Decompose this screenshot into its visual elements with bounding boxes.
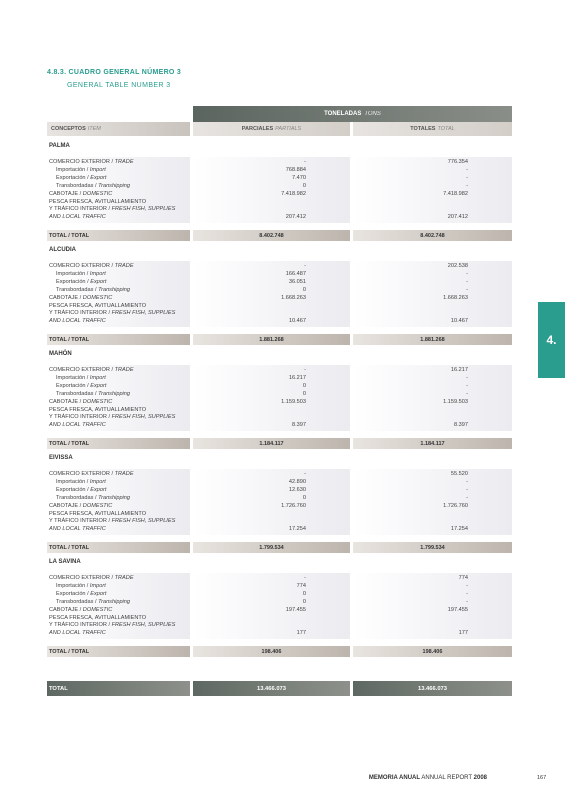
row-label-part: Import xyxy=(89,166,106,173)
port-name: EIVISSA xyxy=(49,455,73,461)
value-cell xyxy=(353,518,468,526)
row-label-part: COMERCIO EXTERIOR / xyxy=(49,263,114,269)
total-label: TOTAL / TOTAL xyxy=(47,542,190,553)
section-heading: 4.8.3. CUADRO GENERAL NÚMERO 3 xyxy=(47,69,182,76)
row-label-part: Y TRÁFICO INTERIOR / xyxy=(49,310,111,317)
row-label-part: CABOTAJE / xyxy=(49,398,82,405)
value-cell xyxy=(193,407,306,415)
total-partial: 198.406 xyxy=(193,646,350,657)
value-cell: 776.354 xyxy=(447,159,468,165)
row-label-part: Exportación / xyxy=(56,278,89,285)
column-header-concepts xyxy=(47,122,190,136)
value-cell xyxy=(193,511,306,519)
value-cell: 12.630 xyxy=(288,486,306,493)
value-cell: 197.455 xyxy=(447,606,468,613)
row-label-part: Importación / xyxy=(56,166,89,173)
total-values xyxy=(353,575,468,638)
row-label-part: CABOTAJE / xyxy=(49,502,82,509)
port-section xyxy=(47,143,512,243)
concepts-label-en: ITEM xyxy=(87,126,101,132)
value-cell: 55.520 xyxy=(450,471,468,477)
row-label-part: Transhipping xyxy=(98,390,131,397)
section-body xyxy=(47,573,512,639)
partial-values xyxy=(193,471,306,534)
row-label-part: Importación / xyxy=(56,478,89,485)
row-label xyxy=(49,607,175,615)
partials-label: PARCIALES xyxy=(241,126,274,132)
row-label-part: FRESH FISH, SUPPLIES xyxy=(111,206,176,213)
value-cell: - xyxy=(466,598,468,605)
row-label-part: Transhipping xyxy=(98,598,131,605)
row-label-part: Import xyxy=(89,582,106,589)
row-label xyxy=(49,287,175,295)
row-label-part: AND LOCAL TRAFFIC xyxy=(49,630,106,637)
value-cell: 1.159.503 xyxy=(443,398,468,405)
row-label-part: Y TRÁFICO INTERIOR / xyxy=(49,206,111,213)
row-label-part: PESCA FRESCA, AVITUALLAMIENTO xyxy=(49,406,147,413)
value-cell: 42.890 xyxy=(288,478,306,485)
section-body xyxy=(47,157,512,223)
value-cell: 0 xyxy=(302,286,306,293)
row-label xyxy=(49,383,175,391)
value-cell xyxy=(193,303,306,311)
grand-total-row xyxy=(47,681,512,696)
section-body xyxy=(47,365,512,431)
row-label-part: CABOTAJE / xyxy=(49,190,82,197)
value-cell xyxy=(353,414,468,422)
section-total-row xyxy=(47,230,512,241)
row-labels xyxy=(49,367,175,430)
column-header-totals xyxy=(353,122,512,136)
value-cell: - xyxy=(466,590,468,597)
row-label-part: COMERCIO EXTERIOR / xyxy=(49,159,114,165)
value-cell: 0 xyxy=(302,182,306,189)
grand-total-total: 13.466.073 xyxy=(353,681,512,696)
value-cell xyxy=(193,518,306,526)
row-label-part: AND LOCAL TRAFFIC xyxy=(49,214,106,221)
row-label-part: Transhipping xyxy=(98,286,131,293)
value-cell: 7.418.982 xyxy=(443,190,468,197)
row-label xyxy=(49,526,175,534)
row-label-part: Transhipping xyxy=(98,494,131,501)
row-label-part: Export xyxy=(90,590,107,597)
value-cell: 0 xyxy=(302,494,306,501)
port-name: LA SAVINA xyxy=(49,559,81,565)
row-label xyxy=(49,167,175,175)
value-cell: 1.726.760 xyxy=(443,502,468,509)
footer-bold: MEMORIA ANUAL xyxy=(368,775,421,781)
row-label xyxy=(49,599,175,607)
footer-year: 2008 xyxy=(473,775,487,781)
footer-normal: ANNUAL REPORT xyxy=(421,775,472,781)
value-cell: 16.217 xyxy=(288,374,306,381)
value-cell: 166.487 xyxy=(285,270,306,277)
value-cell: 0 xyxy=(302,382,306,389)
row-label-part: DOMESTIC xyxy=(82,502,113,509)
total-label: TOTAL / TOTAL xyxy=(47,438,190,449)
row-label xyxy=(49,310,175,318)
value-cell: - xyxy=(466,182,468,189)
row-label xyxy=(49,583,175,591)
partial-values xyxy=(193,263,306,326)
row-label xyxy=(49,214,175,222)
row-label xyxy=(49,375,175,383)
value-cell: 7.418.982 xyxy=(281,190,306,197)
row-label xyxy=(49,271,175,279)
value-cell: 768.884 xyxy=(285,166,306,173)
row-label-part: Y TRÁFICO INTERIOR / xyxy=(49,622,111,629)
row-label-part: Export xyxy=(90,382,107,389)
port-section xyxy=(47,247,512,347)
total-values xyxy=(353,367,468,430)
chapter-tab: 4. xyxy=(538,302,565,378)
value-cell: - xyxy=(304,367,306,373)
value-cell: - xyxy=(466,374,468,381)
value-cell: 774 xyxy=(296,582,306,589)
value-cell: 774 xyxy=(458,575,468,581)
column-header-partials xyxy=(193,122,350,136)
row-label xyxy=(49,318,175,326)
port-section xyxy=(47,455,512,555)
value-cell: 10.467 xyxy=(450,318,468,325)
row-label xyxy=(49,575,175,583)
section-total-row xyxy=(47,438,512,449)
value-cell: - xyxy=(304,471,306,477)
row-label-part: TRADE xyxy=(114,367,134,373)
total-partial: 1.799.534 xyxy=(193,542,350,553)
row-label xyxy=(49,183,175,191)
row-label-part: CABOTAJE / xyxy=(49,606,82,613)
partial-values xyxy=(193,367,306,430)
port-name: MAHÓN xyxy=(49,351,72,357)
row-label xyxy=(49,518,175,526)
section-total-row xyxy=(47,646,512,657)
row-label xyxy=(49,622,175,630)
row-label-part: FRESH FISH, SUPPLIES xyxy=(111,622,176,629)
row-label-part: PESCA FRESCA, AVITUALLAMIENTO xyxy=(49,614,147,621)
row-label xyxy=(49,206,175,214)
total-values xyxy=(353,263,468,326)
value-cell: - xyxy=(466,166,468,173)
row-label-part: AND LOCAL TRAFFIC xyxy=(49,422,106,429)
footer-report-title xyxy=(369,775,487,781)
section-body xyxy=(47,261,512,327)
value-cell: 0 xyxy=(302,598,306,605)
row-labels xyxy=(49,471,175,534)
row-labels xyxy=(49,159,175,222)
row-label-part: Exportación / xyxy=(56,174,89,181)
row-label-part: Transhipping xyxy=(98,182,131,189)
row-label-part: Exportación / xyxy=(56,486,89,493)
row-label-part: Transbordadas / xyxy=(56,286,97,293)
port-section xyxy=(47,351,512,451)
row-label xyxy=(49,191,175,199)
page-number: 167 xyxy=(537,775,547,781)
value-cell: 202.538 xyxy=(447,263,468,269)
tons-label-en: TONS xyxy=(364,111,381,117)
row-label xyxy=(49,422,175,430)
row-label xyxy=(49,391,175,399)
value-cell: 0 xyxy=(302,390,306,397)
totals-label: TOTALES xyxy=(410,126,436,132)
value-cell: 177 xyxy=(296,630,306,637)
grand-total-partial: 13.466.073 xyxy=(193,681,350,696)
row-label xyxy=(49,367,175,375)
total-total: 1.881.268 xyxy=(353,334,512,345)
value-cell xyxy=(353,622,468,630)
port-name: PALMA xyxy=(49,143,70,149)
value-cell: - xyxy=(466,494,468,501)
totals-label-en: TOTAL xyxy=(437,126,455,132)
total-total: 8.402.748 xyxy=(353,230,512,241)
value-cell: 1.668.263 xyxy=(281,294,306,301)
row-label-part: Export xyxy=(90,174,107,181)
section-total-row xyxy=(47,334,512,345)
value-cell: 207.412 xyxy=(447,214,468,221)
value-cell: 1.668.263 xyxy=(443,294,468,301)
row-label-part: PESCA FRESCA, AVITUALLAMIENTO xyxy=(49,510,147,517)
row-label xyxy=(49,591,175,599)
value-cell: 17.254 xyxy=(288,526,306,533)
value-cell: - xyxy=(304,575,306,581)
row-label xyxy=(49,479,175,487)
row-label-part: Transbordadas / xyxy=(56,598,97,605)
row-label xyxy=(49,159,175,167)
value-cell: 1.159.503 xyxy=(281,398,306,405)
value-cell xyxy=(353,206,468,214)
section-subheading: GENERAL TABLE NUMBER 3 xyxy=(67,82,171,89)
total-partial: 8.402.748 xyxy=(193,230,350,241)
row-label-part: Transbordadas / xyxy=(56,494,97,501)
row-label-part: DOMESTIC xyxy=(82,606,113,613)
total-label: TOTAL / TOTAL xyxy=(47,230,190,241)
value-cell: - xyxy=(466,278,468,285)
value-cell: - xyxy=(466,582,468,589)
row-label-part: COMERCIO EXTERIOR / xyxy=(49,367,114,373)
value-cell: 16.217 xyxy=(450,367,468,373)
row-label xyxy=(49,503,175,511)
row-label-part: TRADE xyxy=(114,471,134,477)
value-cell: 10.467 xyxy=(288,318,306,325)
row-label-part: Transbordadas / xyxy=(56,390,97,397)
row-label-part: Y TRÁFICO INTERIOR / xyxy=(49,414,111,421)
total-partial: 1.184.117 xyxy=(193,438,350,449)
value-cell: - xyxy=(304,263,306,269)
value-cell xyxy=(193,206,306,214)
value-cell xyxy=(353,303,468,311)
total-label: TOTAL / TOTAL xyxy=(47,334,190,345)
value-cell xyxy=(353,199,468,207)
value-cell xyxy=(193,615,306,623)
total-total: 198.406 xyxy=(353,646,512,657)
row-label-part: PESCA FRESCA, AVITUALLAMIENTO xyxy=(49,302,147,309)
port-section xyxy=(47,559,512,659)
row-label-part: Exportación / xyxy=(56,590,89,597)
total-total: 1.184.117 xyxy=(353,438,512,449)
row-label-part: Importación / xyxy=(56,270,89,277)
row-label-part: TRADE xyxy=(114,575,134,581)
row-label-part: Importación / xyxy=(56,374,89,381)
value-cell xyxy=(353,310,468,318)
tons-label: TONELADAS xyxy=(324,111,362,117)
value-cell xyxy=(193,414,306,422)
row-label-part: DOMESTIC xyxy=(82,190,113,197)
row-label-part: TRADE xyxy=(114,159,134,165)
row-label-part: CABOTAJE / xyxy=(49,294,82,301)
value-cell: - xyxy=(466,486,468,493)
row-label xyxy=(49,399,175,407)
row-label-part: Import xyxy=(89,374,106,381)
row-label-part: TRADE xyxy=(114,263,134,269)
row-label xyxy=(49,487,175,495)
row-label-part: COMERCIO EXTERIOR / xyxy=(49,575,114,581)
row-label xyxy=(49,295,175,303)
value-cell: 17.254 xyxy=(450,526,468,533)
row-label-part: DOMESTIC xyxy=(82,294,113,301)
total-label: TOTAL / TOTAL xyxy=(47,646,190,657)
row-label xyxy=(49,414,175,422)
row-label-part: AND LOCAL TRAFFIC xyxy=(49,318,106,325)
value-cell: - xyxy=(466,478,468,485)
row-label-part: AND LOCAL TRAFFIC xyxy=(49,526,106,533)
row-labels xyxy=(49,575,175,638)
value-cell xyxy=(193,199,306,207)
total-total: 1.799.534 xyxy=(353,542,512,553)
row-label-part: Transbordadas / xyxy=(56,182,97,189)
value-cell: 0 xyxy=(302,590,306,597)
value-cell: 177 xyxy=(458,630,468,637)
row-labels xyxy=(49,263,175,326)
partial-values xyxy=(193,575,306,638)
grand-total-label: TOTAL xyxy=(47,681,190,696)
row-label-part: Exportación / xyxy=(56,382,89,389)
row-label-part: Importación / xyxy=(56,582,89,589)
port-name: ALCUDIA xyxy=(49,247,76,253)
value-cell: 8.397 xyxy=(292,422,306,429)
value-cell xyxy=(353,511,468,519)
value-cell: - xyxy=(466,174,468,181)
value-cell: 1.726.760 xyxy=(281,502,306,509)
row-label-part: Import xyxy=(89,478,106,485)
row-label xyxy=(49,630,175,638)
value-cell xyxy=(353,407,468,415)
row-label-part: Export xyxy=(90,278,107,285)
value-cell: 197.455 xyxy=(285,606,306,613)
total-values xyxy=(353,159,468,222)
value-cell: - xyxy=(466,270,468,277)
section-total-row xyxy=(47,542,512,553)
row-label xyxy=(49,495,175,503)
concepts-label: CONCEPTOS xyxy=(51,126,86,132)
row-label-part: FRESH FISH, SUPPLIES xyxy=(111,414,176,421)
row-label-part: Export xyxy=(90,486,107,493)
row-label-part: DOMESTIC xyxy=(82,398,113,405)
total-values xyxy=(353,471,468,534)
row-label-part: FRESH FISH, SUPPLIES xyxy=(111,310,176,317)
row-label-part: COMERCIO EXTERIOR / xyxy=(49,471,114,477)
row-label-part: Y TRÁFICO INTERIOR / xyxy=(49,518,111,525)
row-label-part: PESCA FRESCA, AVITUALLAMIENTO xyxy=(49,198,147,205)
value-cell: 8.397 xyxy=(454,422,468,429)
value-cell: 7.470 xyxy=(292,174,306,181)
partials-label-en: PARTIALS xyxy=(275,126,302,132)
row-label xyxy=(49,471,175,479)
value-cell: - xyxy=(466,286,468,293)
total-partial: 1.881.268 xyxy=(193,334,350,345)
value-cell xyxy=(193,622,306,630)
value-cell: - xyxy=(304,159,306,165)
row-label xyxy=(49,175,175,183)
value-cell xyxy=(353,615,468,623)
row-label xyxy=(49,279,175,287)
value-cell: - xyxy=(466,382,468,389)
section-body xyxy=(47,469,512,535)
partial-values xyxy=(193,159,306,222)
row-label-part: FRESH FISH, SUPPLIES xyxy=(111,518,176,525)
value-cell: 36.051 xyxy=(288,278,306,285)
value-cell xyxy=(193,310,306,318)
row-label-part: Import xyxy=(89,270,106,277)
value-cell: 207.412 xyxy=(285,214,306,221)
value-cell: - xyxy=(466,390,468,397)
row-label xyxy=(49,263,175,271)
tons-header-bar xyxy=(193,106,512,122)
